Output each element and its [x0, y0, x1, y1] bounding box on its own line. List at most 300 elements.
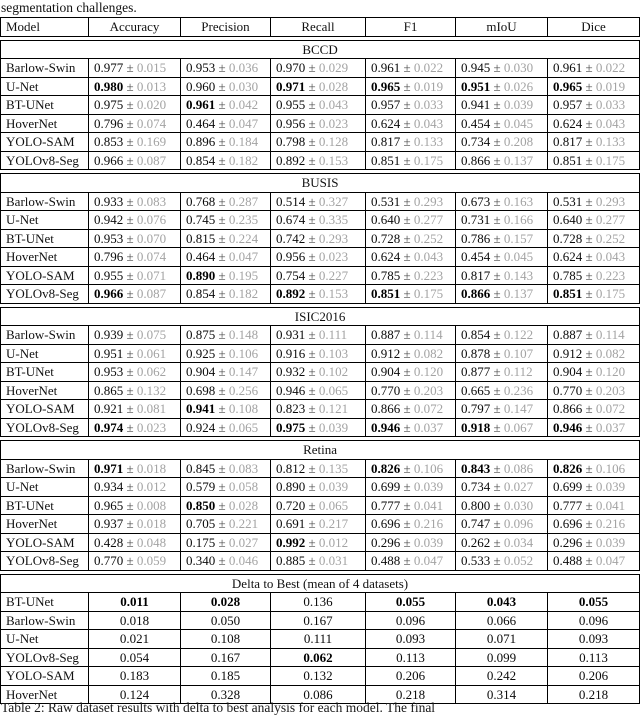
- plus-minus-sign: ±: [400, 553, 414, 568]
- metric-mean: 0.961: [553, 60, 583, 75]
- plus-minus-sign: ±: [400, 460, 414, 476]
- metric-cell: [456, 344, 548, 363]
- metric-mean: 0.062: [303, 649, 333, 665]
- section-table-busis: [0, 173, 640, 304]
- metric-std: 0.223: [413, 267, 444, 283]
- metric-cell: [456, 459, 548, 478]
- metric-cell: [271, 400, 366, 419]
- metric-cell: [181, 400, 271, 419]
- metric-std: 0.133: [413, 134, 444, 149]
- plus-minus-sign: ±: [215, 382, 229, 398]
- metric-cell: [89, 133, 181, 152]
- table-row: [1, 266, 640, 285]
- metric-cell: [89, 229, 181, 248]
- model-cell: HoverNet: [1, 248, 89, 267]
- metric-cell: [548, 459, 640, 478]
- metric-mean: 0.823: [276, 401, 306, 416]
- metric-cell: [366, 648, 456, 667]
- plus-minus-sign: ±: [400, 497, 414, 513]
- metric-mean: 0.108: [210, 631, 241, 646]
- metric-cell: [181, 133, 271, 152]
- metric-std: 0.046: [228, 553, 259, 568]
- column-header-recall: Recall: [271, 18, 366, 37]
- metric-std: 0.023: [318, 115, 349, 131]
- metric-cell: [548, 667, 640, 686]
- metric-mean: 0.843: [461, 460, 491, 476]
- metric-cell: [89, 248, 181, 267]
- metric-mean: 0.960: [186, 78, 216, 94]
- metric-mean: 0.055: [578, 594, 609, 609]
- metric-cell: [271, 344, 366, 363]
- metric-std: 0.221: [228, 516, 259, 531]
- metric-cell: [548, 418, 640, 437]
- metric-cell: [89, 593, 181, 612]
- plus-minus-sign: ±: [490, 152, 504, 168]
- metric-cell: [89, 381, 181, 400]
- plus-minus-sign: ±: [305, 212, 319, 227]
- metric-mean: 0.815: [186, 230, 216, 246]
- metric-cell: [366, 418, 456, 437]
- metric-mean: 0.845: [186, 460, 216, 476]
- plus-minus-sign: ±: [215, 345, 229, 361]
- metric-std: 0.042: [228, 97, 259, 112]
- metric-cell: [271, 133, 366, 152]
- plus-minus-sign: ±: [582, 382, 596, 398]
- plus-minus-sign: ±: [490, 249, 504, 264]
- plus-minus-sign: ±: [215, 115, 229, 131]
- metric-std: 0.083: [136, 193, 167, 209]
- metric-mean: 0.817: [553, 134, 583, 149]
- plus-minus-sign: ±: [123, 419, 137, 435]
- metric-mean: 0.916: [276, 345, 306, 361]
- metric-cell: [181, 630, 271, 649]
- metric-mean: 0.892: [276, 286, 306, 301]
- metric-cell: [366, 326, 456, 345]
- metric-std: 0.047: [413, 553, 444, 568]
- plus-minus-sign: ±: [582, 134, 596, 149]
- table-row: [1, 667, 640, 686]
- metric-std: 0.059: [136, 553, 167, 568]
- plus-minus-sign: ±: [123, 345, 137, 361]
- plus-minus-sign: ±: [490, 553, 504, 568]
- metric-std: 0.072: [413, 401, 444, 416]
- model-cell: Barlow-Swin: [1, 59, 89, 78]
- plus-minus-sign: ±: [305, 345, 319, 361]
- metric-mean: 0.866: [371, 401, 401, 416]
- model-cell: Barlow-Swin: [1, 459, 89, 478]
- metric-mean: 0.977: [94, 60, 124, 75]
- model-cell: YOLOv8-Seg: [1, 285, 89, 304]
- metric-cell: [89, 326, 181, 345]
- metric-std: 0.327: [318, 193, 349, 209]
- metric-cell: [548, 552, 640, 571]
- section-title-busis: BUSIS: [1, 174, 640, 193]
- results-table-group: [0, 17, 640, 704]
- metric-std: 0.102: [318, 364, 349, 379]
- metric-mean: 0.956: [276, 115, 306, 131]
- metric-cell: [181, 593, 271, 612]
- metric-mean: 0.262: [461, 534, 491, 550]
- metric-mean: 0.734: [461, 134, 491, 149]
- metric-mean: 0.242: [486, 668, 517, 683]
- metric-mean: 0.912: [553, 345, 583, 361]
- metric-mean: 0.099: [486, 649, 517, 665]
- table-caption: Table 2: Raw dataset results with delta to best analysis for each model. The final: [1, 700, 436, 715]
- metric-mean: 0.878: [461, 345, 491, 361]
- plus-minus-sign: ±: [490, 460, 504, 476]
- metric-mean: 0.975: [276, 419, 306, 435]
- plus-minus-sign: ±: [305, 60, 319, 75]
- metric-mean: 0.866: [553, 401, 583, 416]
- metric-std: 0.195: [228, 267, 259, 283]
- metric-mean: 0.696: [371, 516, 401, 531]
- metric-cell: [181, 533, 271, 552]
- metric-mean: 0.796: [94, 249, 124, 264]
- metric-cell: [89, 363, 181, 382]
- plus-minus-sign: ±: [490, 193, 504, 209]
- table-row: [1, 400, 640, 419]
- column-header-dice: Dice: [548, 18, 640, 37]
- plus-minus-sign: ±: [123, 97, 137, 112]
- model-cell: HoverNet: [1, 515, 89, 534]
- metric-mean: 0.021: [119, 631, 150, 646]
- metric-mean: 0.965: [94, 497, 124, 513]
- metric-cell: [89, 211, 181, 230]
- metric-std: 0.037: [413, 419, 444, 435]
- metric-mean: 0.854: [461, 327, 491, 342]
- table-row: [1, 630, 640, 649]
- metric-mean: 0.734: [461, 479, 491, 494]
- plus-minus-sign: ±: [215, 460, 229, 476]
- metric-cell: [548, 211, 640, 230]
- metric-std: 0.076: [136, 212, 167, 227]
- column-header-precision: Precision: [181, 18, 271, 37]
- metric-std: 0.087: [136, 286, 167, 301]
- metric-std: 0.039: [413, 479, 444, 494]
- plus-minus-sign: ±: [215, 212, 229, 227]
- plus-minus-sign: ±: [215, 134, 229, 149]
- metric-cell: [548, 630, 640, 649]
- metric-std: 0.008: [136, 497, 167, 513]
- metric-std: 0.287: [228, 193, 259, 209]
- metric-mean: 0.579: [186, 479, 216, 494]
- metric-mean: 0.699: [371, 479, 401, 494]
- metric-std: 0.153: [318, 286, 349, 301]
- plus-minus-sign: ±: [400, 382, 414, 398]
- metric-std: 0.065: [228, 419, 259, 435]
- metric-cell: [456, 211, 548, 230]
- metric-cell: [548, 478, 640, 497]
- metric-cell: [456, 533, 548, 552]
- metric-std: 0.111: [318, 327, 348, 342]
- metric-mean: 0.054: [119, 649, 150, 665]
- metric-cell: [181, 326, 271, 345]
- metric-mean: 0.785: [371, 267, 401, 283]
- metric-std: 0.022: [413, 60, 444, 75]
- metric-cell: [366, 96, 456, 115]
- metric-mean: 0.850: [186, 497, 216, 513]
- metric-cell: [456, 192, 548, 211]
- metric-mean: 0.851: [553, 152, 583, 168]
- metric-cell: [271, 77, 366, 96]
- plus-minus-sign: ±: [305, 134, 319, 149]
- metric-mean: 0.328: [210, 686, 241, 702]
- metric-cell: [548, 400, 640, 419]
- metric-mean: 0.454: [461, 249, 491, 264]
- metric-cell: [548, 611, 640, 630]
- metric-cell: [456, 611, 548, 630]
- metric-std: 0.107: [503, 345, 534, 361]
- metric-cell: [456, 96, 548, 115]
- metric-mean: 0.851: [371, 286, 401, 301]
- metric-cell: [548, 229, 640, 248]
- metric-mean: 0.071: [486, 631, 517, 646]
- metric-mean: 0.531: [371, 193, 401, 209]
- plus-minus-sign: ±: [215, 534, 229, 550]
- metric-cell: [456, 478, 548, 497]
- metric-std: 0.147: [228, 364, 259, 379]
- model-cell: Barlow-Swin: [1, 326, 89, 345]
- metric-std: 0.028: [318, 78, 349, 94]
- metric-cell: [366, 459, 456, 478]
- metric-std: 0.043: [413, 249, 444, 264]
- plus-minus-sign: ±: [400, 230, 414, 246]
- metric-std: 0.081: [136, 401, 167, 416]
- plus-minus-sign: ±: [215, 401, 229, 416]
- metric-mean: 0.974: [94, 419, 124, 435]
- metric-std: 0.075: [136, 327, 167, 342]
- metric-cell: [89, 285, 181, 304]
- column-header-f1: F1: [366, 18, 456, 37]
- metric-cell: [366, 229, 456, 248]
- results-table-header: [0, 17, 640, 37]
- metric-cell: [548, 363, 640, 382]
- metric-std: 0.137: [503, 152, 534, 168]
- metric-std: 0.252: [595, 230, 626, 246]
- plus-minus-sign: ±: [123, 479, 137, 494]
- metric-mean: 0.745: [186, 212, 216, 227]
- plus-minus-sign: ±: [400, 152, 414, 168]
- metric-cell: [456, 151, 548, 170]
- plus-minus-sign: ±: [215, 97, 229, 112]
- metric-std: 0.108: [228, 401, 259, 416]
- metric-cell: [456, 552, 548, 571]
- metric-cell: [271, 552, 366, 571]
- metric-std: 0.030: [228, 78, 259, 94]
- metric-cell: [366, 248, 456, 267]
- table-row: [1, 59, 640, 78]
- metric-std: 0.047: [228, 249, 259, 264]
- metric-mean: 0.218: [578, 686, 609, 702]
- metric-cell: [271, 285, 366, 304]
- metric-mean: 0.428: [94, 534, 124, 550]
- metric-mean: 0.957: [371, 97, 401, 112]
- metric-std: 0.045: [503, 249, 534, 264]
- metric-cell: [366, 667, 456, 686]
- metric-cell: [89, 667, 181, 686]
- metric-mean: 0.890: [186, 267, 216, 283]
- metric-cell: [456, 593, 548, 612]
- plus-minus-sign: ±: [215, 419, 229, 435]
- plus-minus-sign: ±: [305, 497, 319, 513]
- metric-cell: [456, 114, 548, 133]
- metric-std: 0.039: [318, 479, 349, 494]
- section-table-isic2016: [0, 307, 640, 438]
- metric-std: 0.277: [413, 212, 444, 227]
- metric-cell: [271, 211, 366, 230]
- metric-mean: 0.966: [94, 152, 124, 168]
- model-cell: BT-UNet: [1, 96, 89, 115]
- metric-cell: [456, 59, 548, 78]
- metric-std: 0.019: [413, 78, 444, 94]
- metric-cell: [181, 285, 271, 304]
- metric-mean: 0.866: [461, 286, 491, 301]
- model-cell: YOLO-SAM: [1, 400, 89, 419]
- metric-mean: 0.464: [186, 115, 216, 131]
- metric-std: 0.030: [503, 497, 534, 513]
- metric-cell: [271, 59, 366, 78]
- plus-minus-sign: ±: [305, 97, 319, 112]
- plus-minus-sign: ±: [400, 60, 414, 75]
- plus-minus-sign: ±: [215, 152, 229, 168]
- metric-mean: 0.951: [461, 78, 491, 94]
- metric-mean: 0.945: [461, 60, 491, 75]
- metric-mean: 0.961: [371, 60, 401, 75]
- metric-cell: [271, 326, 366, 345]
- metric-mean: 0.939: [94, 327, 124, 342]
- plus-minus-sign: ±: [400, 364, 414, 379]
- column-header-accuracy: Accuracy: [89, 18, 181, 37]
- metric-cell: [181, 114, 271, 133]
- plus-minus-sign: ±: [582, 497, 596, 513]
- metric-mean: 0.942: [94, 212, 124, 227]
- plus-minus-sign: ±: [305, 553, 319, 568]
- metric-cell: [181, 363, 271, 382]
- metric-std: 0.037: [595, 419, 626, 435]
- metric-cell: [271, 96, 366, 115]
- metric-cell: [548, 59, 640, 78]
- metric-mean: 0.971: [276, 78, 306, 94]
- metric-std: 0.122: [503, 327, 534, 342]
- metric-cell: [456, 381, 548, 400]
- metric-mean: 0.798: [276, 134, 306, 149]
- plus-minus-sign: ±: [490, 60, 504, 75]
- metric-cell: [89, 59, 181, 78]
- metric-mean: 0.742: [276, 230, 306, 246]
- metric-std: 0.041: [595, 497, 626, 513]
- metric-mean: 0.951: [94, 345, 124, 361]
- metric-std: 0.027: [228, 534, 259, 550]
- table-row: [1, 229, 640, 248]
- metric-cell: [366, 515, 456, 534]
- metric-mean: 0.797: [461, 401, 491, 416]
- metric-cell: [89, 266, 181, 285]
- metric-cell: [181, 96, 271, 115]
- model-cell: HoverNet: [1, 685, 89, 704]
- plus-minus-sign: ±: [582, 327, 596, 342]
- metric-cell: [366, 611, 456, 630]
- metric-cell: [181, 211, 271, 230]
- metric-mean: 0.206: [395, 668, 426, 683]
- metric-mean: 0.093: [395, 631, 426, 646]
- plus-minus-sign: ±: [123, 267, 137, 283]
- metric-cell: [89, 96, 181, 115]
- metric-mean: 0.892: [276, 152, 306, 168]
- metric-mean: 0.941: [186, 401, 216, 416]
- plus-minus-sign: ±: [123, 115, 137, 131]
- metric-mean: 0.132: [303, 668, 333, 683]
- metric-std: 0.023: [136, 419, 167, 435]
- table-row: [1, 381, 640, 400]
- metric-std: 0.203: [595, 382, 626, 398]
- metric-cell: [271, 533, 366, 552]
- metric-cell: [366, 363, 456, 382]
- metric-cell: [548, 533, 640, 552]
- metric-mean: 0.514: [276, 193, 306, 209]
- plus-minus-sign: ±: [215, 479, 229, 494]
- metric-std: 0.082: [413, 345, 444, 361]
- metric-mean: 0.980: [94, 78, 124, 94]
- metric-cell: [181, 418, 271, 437]
- metric-mean: 0.817: [461, 267, 491, 283]
- metric-mean: 0.093: [578, 631, 609, 646]
- metric-std: 0.114: [413, 327, 443, 342]
- model-cell: YOLO-SAM: [1, 533, 89, 552]
- plus-minus-sign: ±: [305, 382, 319, 398]
- metric-mean: 0.340: [186, 553, 216, 568]
- metric-std: 0.052: [503, 553, 534, 568]
- plus-minus-sign: ±: [490, 115, 504, 131]
- metric-cell: [456, 266, 548, 285]
- model-cell: U-Net: [1, 344, 89, 363]
- metric-std: 0.277: [595, 212, 626, 227]
- metric-std: 0.074: [136, 115, 167, 131]
- metric-mean: 0.624: [553, 115, 583, 131]
- metric-std: 0.208: [503, 134, 534, 149]
- metric-mean: 0.931: [276, 327, 306, 342]
- metric-cell: [456, 648, 548, 667]
- plus-minus-sign: ±: [582, 115, 596, 131]
- metric-mean: 0.768: [186, 193, 216, 209]
- metric-std: 0.147: [503, 401, 534, 416]
- metric-cell: [181, 381, 271, 400]
- plus-minus-sign: ±: [582, 230, 596, 246]
- metric-std: 0.039: [595, 479, 626, 494]
- metric-mean: 0.854: [186, 152, 216, 168]
- metric-mean: 0.946: [276, 382, 306, 398]
- metric-cell: [548, 192, 640, 211]
- table-row: [1, 533, 640, 552]
- metric-mean: 0.699: [553, 479, 583, 494]
- metric-cell: [89, 344, 181, 363]
- metric-std: 0.062: [136, 364, 167, 379]
- metric-std: 0.020: [136, 97, 167, 112]
- metric-mean: 0.640: [371, 212, 401, 227]
- model-cell: YOLOv8-Seg: [1, 418, 89, 437]
- plus-minus-sign: ±: [305, 364, 319, 379]
- metric-mean: 0.624: [371, 115, 401, 131]
- metric-mean: 0.011: [120, 594, 149, 609]
- metric-mean: 0.018: [119, 612, 150, 628]
- model-cell: BT-UNet: [1, 496, 89, 515]
- plus-minus-sign: ±: [215, 286, 229, 301]
- metric-cell: [181, 151, 271, 170]
- metric-cell: [271, 459, 366, 478]
- metric-mean: 0.136: [303, 594, 333, 609]
- metric-std: 0.039: [318, 419, 349, 435]
- metric-std: 0.026: [503, 78, 534, 94]
- metric-cell: [181, 229, 271, 248]
